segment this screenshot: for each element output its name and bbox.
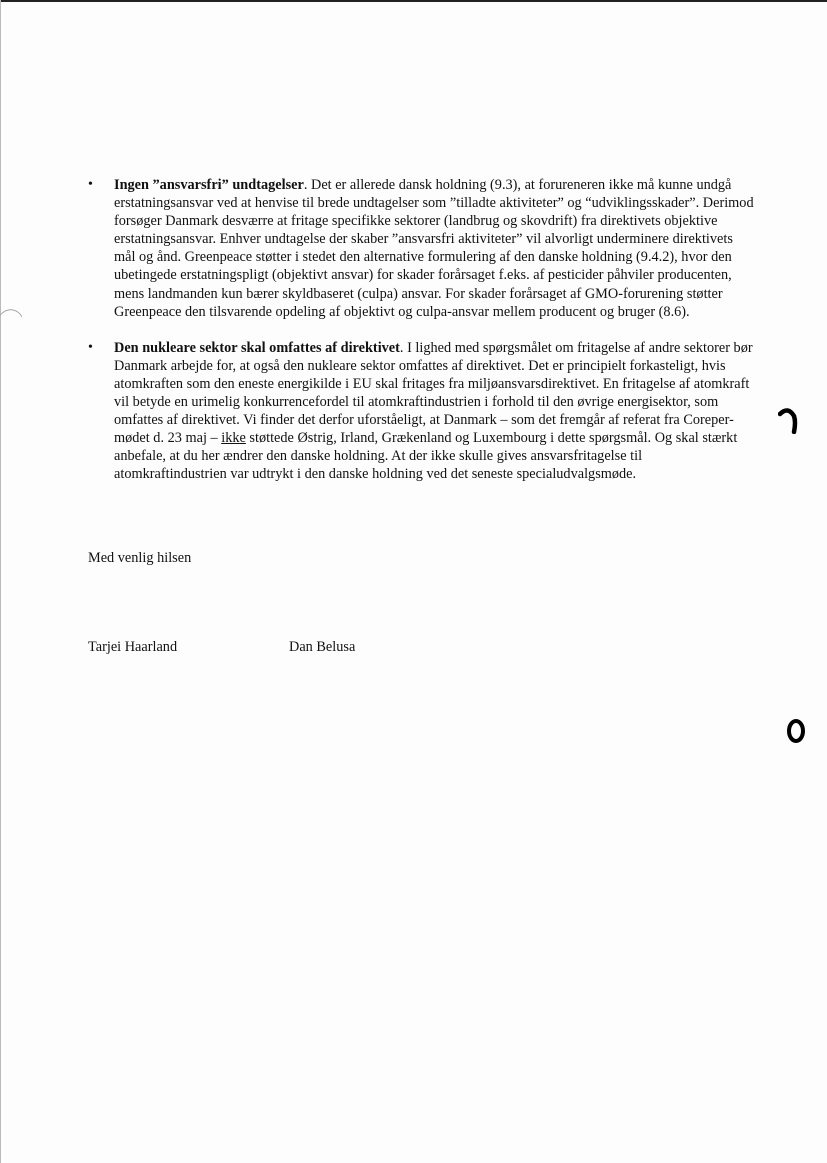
edge-mark [0, 305, 22, 319]
bullet-text: . Det er allerede dansk holdning (9.3), at forureneren ikke må kunne undgå erstatningsansvar ved at henvise til brede undtagelser som ”tilladte aktiviteter” og “udviklingsskader”. Derimod forsøger Danmark desværre at fritage specifikke sektorer (landbrug og skovdrift) fra direktivets objektive erstatningsansvar. Enhver undtagelse der skaber ”ansvarsfri aktiviteter” vil alvorligt underminere direktivets mål og ånd. Greenpeace støtter i stedet den alternative formulering af den danske holdning (9.4.2), hvor den ubetingede erstatningspligt (objektivt ansvar) for skader forårsaget f.eks. af pesticider påhviler producenten, mens landmanden kun bærer skyldbaseret (culpa) ansvar. For skader forårsaget af GMO-forurening støtter Greenpeace den tilsvarende opdeling af objektivt og culpa-ansvar mellem producent og bruger (8.6). [114, 177, 754, 320]
bullet-lead: Den nukleare sektor skal omfattes af direktivet [114, 339, 400, 356]
bullet-item-nuclear [88, 339, 756, 484]
bullet-list [88, 176, 756, 502]
bullet-item-exemptions [88, 176, 756, 321]
underlined-word: ikke [221, 430, 246, 447]
bullet-lead: Ingen ”ansvarsfri” undtagelser [114, 177, 304, 193]
punch-hole-mark [778, 408, 798, 434]
closing-salutation: Med venlig hilsen [88, 550, 192, 566]
signer-name: Tarjei Haarland [88, 639, 178, 655]
bullet-text: . I lighed med spørgsmålet om fritagelse af andre sektorer bør Danmark arbejde for, at også den nukleare sektor omfattes af direktivet. Det er principielt forkasteligt, hvis atomkraften som den eneste energikilde i EU skal fritages fra miljøansvarsdirektivet. En fritagelse af atomkraft vil betyde en urimelig konkurrencefordel til atomkraftindustrien i forhold til den øvrige energisektor, som omfattes af direktivet. Vi finder det derfor uforståeligt, at Danmark – som det fremgår af referat fra Coreper-mødet d. 23 maj – [114, 339, 753, 447]
punch-hole-mark [786, 718, 806, 744]
bullet-text: støttede Østrig, Irland, Grækenland og Luxembourg i dette spørgsmål. Og skal stærkt anbefale, at du her ændrer den danske holdning. At der ikke skulle gives ansvarsfritagelse til atomkraftindustrien var udtrykt i den danske holdning ved det seneste specialudvalgsmøde. [114, 430, 738, 483]
bullet-dot: • [88, 339, 93, 355]
top-border [0, 0, 827, 2]
left-edge [0, 0, 1, 1163]
bullet-dot: • [88, 177, 93, 192]
signer-name: Dan Belusa [289, 639, 356, 655]
